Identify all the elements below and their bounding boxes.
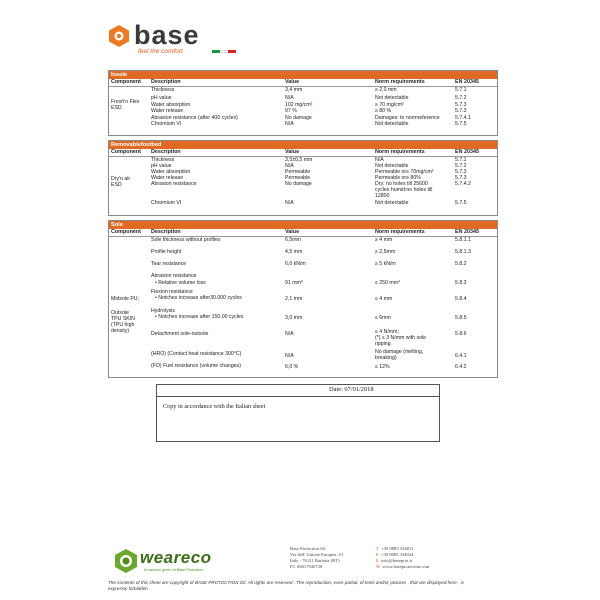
table-cell: N/A [285,331,294,337]
table-cell: 6,5mm [285,237,301,243]
table-cell: 102 mg/cm² [285,101,313,108]
table-cell: 6.4.2 [455,364,467,370]
table-cell: 5.7.2 [455,95,467,101]
table-cell: N/A [285,95,294,101]
table-cell: 5.7.3 [455,108,467,114]
table-cell: Water absorption [151,101,191,108]
component-name: TPU SKIN [111,316,135,322]
email-link[interactable]: info@baseprot.it [381,558,413,563]
table-cell: 5.8.1.1 [455,237,471,243]
hexagon-logo-icon [108,24,130,48]
col-value: Value [285,149,300,155]
table-cell: ≥ 2,0 mm [375,87,397,93]
table-cell: • Relative volume loss [155,280,206,286]
table-cell: 5.7.3 [455,101,467,108]
leaf-hexagon-icon [114,548,138,574]
table-cell: (FO) Fuel resistance (volume changes) [151,363,241,369]
table-cell: 5.7.4.2 [455,181,471,187]
table-cell: 3,4 mm [285,87,303,93]
table-cell: Chromium VI [151,200,182,206]
table-cell: ≤ 250 mm³ [375,280,400,286]
table-cell: Not detectable [375,163,409,169]
table-cell: ripping [375,341,391,347]
component-name: Fresh'n Flex [111,99,140,105]
table-cell: Water release [151,108,184,114]
table-cell: Flexion resistance [151,289,193,295]
table-body [109,156,497,214]
table-cell: Not detectable [375,121,409,127]
col-description: Description [151,79,181,85]
table-cell: 5.8.1.3 [455,249,471,255]
table-cell: 4,5 mm [285,249,303,255]
table-body [109,236,497,376]
table-cell: ≤ 4 mm [375,296,393,302]
table-cell: Profile height [151,249,182,255]
table-cell: 91 mm³ [285,280,303,286]
company-name: Base Protection Srl [290,546,326,551]
component-name: (TPU high [111,322,135,328]
table-cell: 5.7.3 [455,175,467,181]
sole-section [108,220,498,378]
table-cell: 12800 [375,193,390,199]
table-cell: 5.7.4.1 [455,114,471,121]
company-contacts: T +39 0883 334811 F +39 0883 334824 E info@baseprot.it W www.baseprotection.com [376,546,430,569]
table-cell: ≥ 2,5mm [375,249,396,255]
table-cell: 5.8.4 [455,296,467,302]
col-norm: Norm requirements [375,149,425,155]
brand-tagline: feel the comfort [138,48,183,55]
copyright-disclaimer [108,580,528,592]
table-cell: Permeable [285,169,311,175]
table-cell: cycles humid:no holes till [375,187,433,193]
table-cell: pH value [151,163,172,169]
weareco-name: weareco [140,548,212,567]
vat-number: P.I. 06617940728 [290,564,323,569]
table-cell: 5.7.2 [455,163,467,169]
col-component: Component [111,229,141,235]
table-cell: 6.4.1 [455,353,467,359]
table-cell: (HRO) (Contact heat resistance 300°C) [151,351,242,357]
brand-logo [108,20,238,56]
component-name: ESD [111,182,122,188]
table-header [109,79,497,86]
table-cell: ≥ 70 mg/cm² [375,101,404,108]
col-norm: Norm requirements [375,229,425,235]
table-cell: • Notches increase after30.000 cycles [155,295,242,301]
table-cell: Not detectable [375,95,409,101]
table-cell: No damage [285,114,312,121]
col-description: Description [151,149,181,155]
table-cell: 5.7.1 [455,157,467,163]
italian-flag-icon [212,50,236,53]
weareco-logo [114,546,226,578]
table-header [109,229,497,236]
table-cell: Water release [151,175,184,181]
address-line: Italy - 76121 Barletta (BT) [290,558,340,563]
table-cell: 5.7.5 [455,121,467,127]
table-cell: • Notches increase after 150.00 cycles [155,314,244,320]
table-cell: Chromium VI [151,121,182,127]
table-cell: N/A [285,353,294,359]
table-cell: 3,0 mm [285,315,303,321]
table-cell: Abrasion resistance [151,181,197,187]
table-cell: Sole thickness without profiles [151,237,221,243]
table-cell: ≥ 4 mm [375,237,393,243]
col-description: Description [151,229,181,235]
col-value: Value [285,229,300,235]
table-cell: Hydrolysis [151,308,175,314]
col-component: Component [111,79,141,85]
fax: +39 0883 334824 [380,552,414,557]
table-cell: Dry: no holes till 25600 [375,181,428,187]
table-cell: 6,0 kN/m [285,261,306,267]
component-name: Midsole PU; [111,296,139,302]
table-cell: ≤ 4 N/mm; [375,329,399,335]
col-component: Component [111,149,141,155]
disclaimer-line: expressly forbidden [108,586,148,591]
table-cell: Permeable or≥ 80% [375,175,421,181]
table-cell: N/A [285,163,294,169]
table-cell: pH value [151,95,172,101]
table-cell: N/A [375,157,384,163]
table-cell: No damage (melting, [375,349,424,355]
section-title: Insole [109,71,497,79]
table-cell: 3,5±0,5 mm [285,157,313,163]
disclaimer-line: The contents of this sheet are copyright of BASE PROTECTION Srl. All rights are reserved . The reproduction, even partial, of texts and/or pictures , that are displayed here , is [108,580,465,585]
table-cell: Detachment sole-outsole [151,331,209,337]
table-cell: 6,0 % [285,364,299,370]
table-cell: 5.8.6 [455,331,467,337]
table-cell: 5.8.3 [455,280,467,286]
table-cell: breaking) [375,355,397,361]
component-name: ESD [111,105,122,111]
phone: +39 0883 334811 [381,546,414,551]
table-cell: Not detectable [375,200,409,206]
table-cell: N/A [285,200,294,206]
col-en: EN 20345 [455,149,479,155]
notes-box [156,384,440,442]
footbed-section [108,140,498,216]
col-value: Value [285,79,300,85]
document-date: Date: 07/01/2018 [329,386,374,393]
copy-note: Copy in accordance with the Italian sheet [163,403,266,410]
table-cell: ≥ 5 kN/m [375,261,396,267]
table-cell: Permeable [285,175,311,181]
component-name: Dry'n air [111,176,131,182]
insole-section [108,70,498,136]
table-cell: ≥ 80 % [375,108,392,114]
table-cell: 5.8.5 [455,315,467,321]
table-cell: ≤ 6mm [375,315,391,321]
col-en: EN 20345 [455,79,479,85]
table-cell: (*) ≤ 3 N/mm with sole [375,335,426,341]
table-cell: 2,1 mm [285,296,303,302]
section-title: Sole [109,221,497,229]
table-cell: Abrasion resistance [151,273,197,279]
table-cell: ≤ 12% [375,364,390,370]
table-header [109,149,497,156]
table-cell: Tear resistance [151,261,187,267]
weareco-subtitle: A marchio green di Base Protection [144,568,204,572]
table-cell: No damage [285,181,312,187]
table-body [109,86,497,134]
component-name: Outsole [111,310,129,316]
brand-name: base [134,20,200,50]
section-title: Removablefootbed [109,141,497,149]
table-cell: 5.7.5 [455,200,467,206]
table-cell: Permeable or≥ 70mg/cm² [375,169,434,175]
table-cell: Water absorption [151,169,191,175]
table-cell: N/A [285,121,294,127]
table-cell: Damages: to normreference [375,114,440,121]
col-en: EN 20345 [455,229,479,235]
col-norm: Norm requirements [375,79,425,85]
table-cell: 5.7.3 [455,169,467,175]
table-cell: Thickness [151,87,175,93]
table-cell: 5.8.2 [455,261,467,267]
table-cell: Abrasion resistance (after 400 cycles) [151,114,238,121]
address-line: Via dell' Unione Europea, 61 [290,552,344,557]
table-cell: 5.7.1 [455,87,467,93]
website-link[interactable]: www.baseprotection.com [382,564,430,569]
company-address [290,546,343,570]
table-cell: 97 % [285,108,297,114]
table-cell: Thickness [151,157,175,163]
component-name: density) [111,328,130,334]
